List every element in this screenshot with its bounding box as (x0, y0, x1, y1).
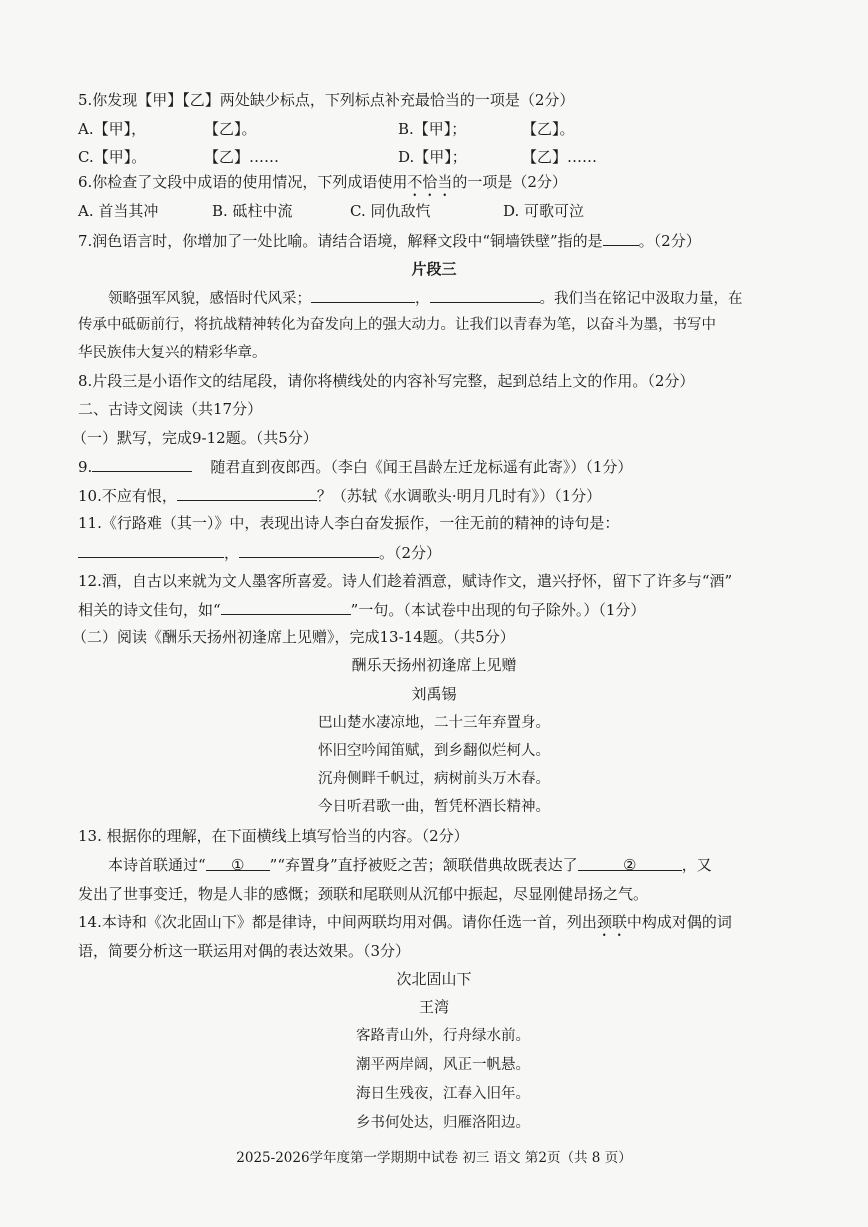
q5-option-b: B.【甲】； (398, 120, 467, 138)
q5-option-c-yi: 【乙】…… (204, 148, 280, 166)
q11-stem: 11.《行路难（其一）》中，表现出诗人李白奋发振作，一往无前的精神的诗句是： (78, 514, 620, 532)
q5-stem: 5.你发现【甲】【乙】两处缺少标点，下列标点补充最恰当的一项是（2分） (78, 91, 575, 109)
q7-stem-part2: 。（2分） (638, 232, 701, 250)
poem1-line: 沉舟侧畔千帆过，病树前头万木春。 (318, 771, 550, 787)
q14-emphasis: 颈联 (596, 913, 627, 931)
fragment3-line1-b: 。我们当在铭记中汲取力量，在 (539, 291, 743, 307)
q10-line (78, 485, 601, 506)
page-footer: 2025-2026学年度第一学期期中试卷 初三 语文 第2页（共 8 页） (236, 1150, 632, 1166)
q14-line1-b: 中构成对偶的词 (626, 913, 732, 931)
poem1-line: 今日听君歌一曲，暂凭杯酒长精神。 (318, 799, 550, 815)
poem1-author: 刘禹锡 (411, 685, 457, 703)
poem1-line: 怀旧空吟闻笛赋，到乡翻似烂柯人。 (318, 743, 550, 759)
poem2-line: 乡书何处达，归雁洛阳边。 (356, 1115, 530, 1131)
q6-emphasis: 不恰当 (407, 173, 453, 191)
q12-line2 (78, 599, 645, 620)
q14-line1-a: 14.本诗和《次北固山下》都是律诗，中间两联均用对偶。请你任选一首，列出 (78, 913, 597, 931)
q10-part1: 10.不应有恨， (78, 487, 177, 505)
q13-line1 (108, 855, 712, 875)
q13-line1-b: ”“弃置身”直抒被贬之苦；颔联借典故既表达了 (269, 856, 578, 874)
poem2-author: 王湾 (418, 998, 449, 1016)
fragment3-sep: ， (415, 291, 430, 307)
q6-stem-part2: 的一项是（2分） (452, 173, 567, 191)
q13-line2: 发出了世事变迁，物是人非的感慨；颈联和尾联则从沉郁中振起，尽显刚健昂扬之气。 (78, 885, 649, 903)
section2-title: 二、古诗文阅读（共17分） (78, 400, 263, 418)
q11-end: 。（2分） (379, 544, 442, 562)
section2-subtitle1: （一）默写，完成9-12题。（共5分） (72, 429, 318, 447)
q13-line1-a: 本诗首联通过“ (108, 856, 206, 874)
q5-option-a: A.【甲】， (78, 120, 147, 138)
q6-stem-part1: 6.你检查了文段中成语的使用情况，下列成语使用 (78, 173, 408, 191)
q13-line1-c: ，又 (681, 856, 712, 874)
poem2-line: 客路青山外，行舟绿水前。 (356, 1028, 530, 1044)
q6-option-b: B. 砥柱中流 (212, 202, 293, 220)
q9-number: 9. (78, 458, 93, 476)
q12-line1: 12.酒，自古以来就为文人墨客所喜爱。诗人们趁着酒意，赋诗作文，遣兴抒怀，留下了许多与“酒” (78, 572, 733, 590)
q11-answer-line (78, 542, 441, 563)
poem1-title: 酬乐天扬州初逢席上见赠 (351, 656, 517, 674)
q13-blank2[interactable]: ② (578, 855, 682, 871)
q9-text: 随君直到夜郎西。（李白《闻王昌龄左迁龙标遥有此寄》）（1分） (210, 458, 633, 476)
q6-option-c: C. 同仇敌忾 (350, 202, 431, 220)
fragment3-line2: 传承中砥砺前行，将抗战精神转化为奋发向上的强大动力。让我们以青春为笔，以奋斗为墨，书写中 (78, 317, 716, 333)
fragment3-title: 片段三 (411, 260, 457, 278)
fragment3-line3: 华民族伟大复兴的精彩华章。 (78, 345, 267, 361)
q12-line2-a: 相关的诗文佳句，如“ (78, 601, 221, 619)
q12-answer-blank[interactable] (221, 599, 351, 615)
q13-stem: 13. 根据你的理解，在下面横线上填写恰当的内容。（2分） (78, 827, 469, 845)
q5-option-d-yi: 【乙】…… (522, 148, 598, 166)
q5-option-b-yi: 【乙】。 (522, 120, 575, 138)
fragment3-blank2[interactable] (430, 287, 540, 303)
q11-answer-blank1[interactable] (78, 542, 224, 558)
q14-line2: 语，简要分析这一联运用对偶的表达效果。（3分） (78, 942, 411, 960)
q9-line (78, 456, 632, 477)
q6-option-a: A. 首当其冲 (78, 202, 159, 220)
poem2-title: 次北固山下 (396, 970, 472, 988)
q11-answer-blank2[interactable] (239, 542, 379, 558)
fragment3-line1 (108, 287, 743, 309)
q6-stem (78, 172, 567, 200)
q5-option-a-yi: 【乙】。 (204, 120, 257, 138)
fragment3-blank1[interactable] (311, 287, 415, 303)
q6-option-d: D. 可歌可泣 (503, 202, 585, 220)
q10-answer-blank[interactable] (177, 485, 317, 501)
q5-option-d: D.【甲】； (398, 148, 467, 166)
q7-answer-blank[interactable] (603, 230, 639, 246)
q7-stem (78, 230, 701, 251)
q8-stem: 8.片段三是小语作文的结尾段，请你将横线处的内容补写完整，起到总结上文的作用。（2分） (78, 372, 695, 390)
q14-line1 (78, 912, 732, 940)
poem2-line: 潮平两岸阔，风正一帆悬。 (356, 1057, 530, 1073)
poem1-line: 巴山楚水凄凉地，二十三年弃置身。 (318, 715, 550, 731)
poem2-line: 海日生残夜，江春入旧年。 (356, 1086, 530, 1102)
section2-subtitle2: （二）阅读《酬乐天扬州初逢席上见赠》，完成13-14题。（共5分） (72, 628, 515, 646)
q10-part2: ？（苏轼《水调歌头·明月几时有》）（1分） (316, 487, 602, 505)
q7-stem-part1: 7.润色语言时，你增加了一处比喻。请结合语境，解释文段中“铜墙铁壁”指的是 (78, 232, 603, 250)
q11-sep: ， (224, 544, 240, 562)
q13-blank1[interactable]: ① (206, 855, 270, 871)
fragment3-line1-a: 领略强军风貌，感悟时代风采； (108, 291, 311, 307)
q5-option-c: C.【甲】。 (78, 148, 147, 166)
q12-line2-b: ”一句。（本试卷中出现的句子除外。）（1分） (350, 601, 646, 619)
q9-answer-blank[interactable] (92, 456, 192, 472)
